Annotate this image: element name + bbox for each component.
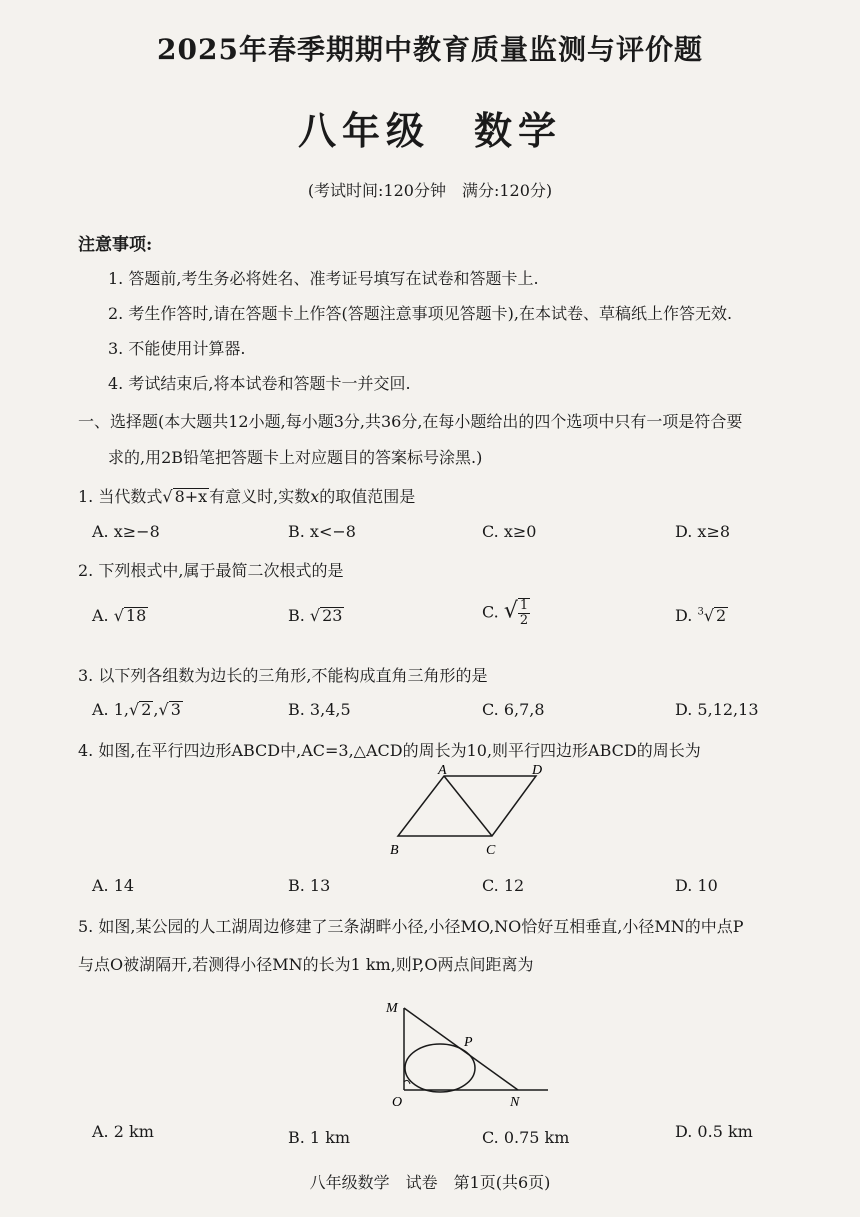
grade-subject (0, 100, 860, 155)
question-5-line-2: 与点O被湖隔开,若测得小径MN的长为1 km,则P,O两点间距离为 (78, 955, 534, 974)
q2-c-label: C. (482, 602, 499, 622)
notice-item-4: 4. 考试结束后,将本试卷和答题卡一并交回. (108, 374, 411, 393)
q2-d-radicand: 2 (716, 606, 727, 625)
q3-option-a: A. 1,√ 2 ,√ 3 (92, 700, 181, 719)
q5-option-d: D. 0.5 km (675, 1122, 753, 1141)
exam-title: 2025年春季期期中教育质量监测与评价题 (157, 33, 703, 66)
q5-option-b: B. 1 km (288, 1128, 351, 1147)
q1-post-a: 有意义时,实数 (209, 487, 311, 506)
q2-option-d: D. $^3$√ 2 (675, 606, 727, 625)
q2-b-label: B. (288, 606, 305, 625)
q2-d-label: D. (675, 606, 693, 625)
exam-info: (考试时间:120分钟 满分:120分) (307, 181, 553, 200)
q1-option-d: D. x≥8 (675, 522, 731, 541)
q1-option-a: A. x≥−8 (92, 522, 160, 541)
question-4: 4. 如图,在平行四边形ABCD中,AC=3,△ACD的周长为10,则平行四边形ABCD的周长为 (78, 741, 701, 760)
section-choice-header (78, 404, 838, 476)
label-m: M (386, 1001, 398, 1016)
q5-option-c: C. 0.75 km (482, 1128, 570, 1147)
grade-label: 八年级 (297, 108, 430, 153)
q2-option-b: B. √ 23 (288, 606, 343, 625)
notice-item-2: 2. 考生作答时,请在答题卡上作答(答题注意事项见答题卡),在本试卷、草稿纸上作答无效. (108, 304, 733, 323)
q1-pre: 1. 当代数式 (78, 487, 163, 506)
q1-var: x (310, 487, 320, 506)
label-b: B (390, 843, 399, 858)
q2-c-num: 1 (519, 598, 529, 613)
q4-option-b: B. 13 (288, 876, 331, 895)
q3-option-b: B. 3,4,5 (288, 700, 351, 719)
q4-option-c: C. 12 (482, 876, 525, 895)
q2-a-radicand: 18 (125, 606, 147, 625)
q1-post-b: 的取值范围是 (319, 487, 416, 506)
parallelogram-shape (398, 776, 536, 836)
notice-item-1: 1. 答题前,考生务必将姓名、准考证号填写在试卷和答题卡上. (108, 269, 539, 288)
question-5-line-1: 5. 如图,某公园的人工湖周边修建了三条湖畔小径,小径MO,NO恰好互相垂直,小径MN的中点P (78, 917, 744, 936)
section-line-2: 求的,用2B铅笔把答题卡上对应题目的答案标号涂黑.) (108, 448, 483, 467)
q2-c-den: 2 (519, 613, 529, 628)
notice-item-3: 3. 不能使用计算器. (108, 339, 246, 358)
lake (405, 1044, 475, 1092)
subject-label: 数学 (474, 108, 563, 153)
section-line-1: 一、选择题(本大题共12小题,每小题3分,共36分,在每小题给出的四个选项中只有一项是符合要 (78, 412, 743, 431)
q3-a-mid: , (153, 700, 159, 719)
sqrt-sign: √ (162, 487, 173, 506)
question-3: 3. 以下列各组数为边长的三角形,不能构成直角三角形的是 (78, 666, 488, 685)
q3-a-r1: 2 (141, 700, 152, 719)
label-c: C (486, 843, 496, 858)
notice-title: 注意事项: (78, 235, 153, 255)
q4-option-a: A. 14 (92, 876, 135, 895)
q3-a-r2: 3 (170, 700, 181, 719)
q5-option-a: A. 2 km (92, 1122, 154, 1141)
q2-a-label: A. (92, 606, 109, 625)
page-footer: 八年级数学 试卷 第1页(共6页) (309, 1173, 551, 1192)
q4-option-d: D. 10 (675, 876, 718, 895)
question-1 (78, 484, 848, 507)
q1-option-c: C. x≥0 (482, 522, 537, 541)
q2-option-a: A. √ 18 (92, 606, 147, 625)
q3-option-c: C. 6,7,8 (482, 700, 545, 719)
label-p: P (464, 1035, 473, 1050)
q2-b-radicand: 23 (322, 606, 343, 625)
q1-option-b: B. x<−8 (288, 522, 356, 541)
lake-edge (404, 1080, 410, 1084)
parallelogram-figure (380, 764, 560, 864)
q2-option-c: C. √ $\frac{1}{2}$ (482, 598, 529, 628)
diagonal-ac (444, 776, 492, 836)
q1-radicand: 8+x (174, 487, 208, 506)
label-a: A (438, 764, 447, 778)
question-2: 2. 下列根式中,属于最简二次根式的是 (78, 561, 344, 580)
q3-a-pre: A. 1, (92, 700, 129, 719)
label-n: N (510, 1095, 520, 1106)
q3-option-d: D. 5,12,13 (675, 700, 759, 719)
label-o: O (392, 1095, 403, 1106)
lake-figure (380, 994, 560, 1106)
label-d: D (532, 764, 543, 778)
q2-d-index: 3 (697, 606, 704, 618)
